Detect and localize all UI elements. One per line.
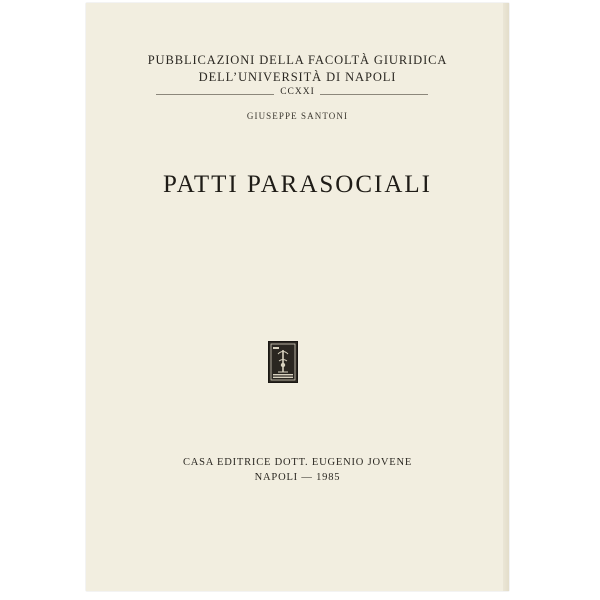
publication-place-year: NAPOLI — 1985	[254, 472, 341, 483]
publisher-name: CASA EDITRICE DOTT. EUGENIO JOVENE	[182, 457, 413, 468]
series-title-line2: DELL’UNIVERSITÀ DI NAPOLI	[198, 70, 397, 84]
volume-number: CCXXI	[280, 87, 315, 97]
series-title-line1: PUBBLICAZIONI DELLA FACOLTÀ GIURIDICA	[147, 53, 448, 67]
book-title: PATTI PARASOCIALI	[162, 171, 432, 198]
book-cover	[86, 3, 509, 591]
divider-rule-right	[320, 94, 428, 95]
author-name: GIUSEPPE SANTONI	[246, 111, 349, 121]
publisher-emblem-icon	[268, 341, 298, 383]
